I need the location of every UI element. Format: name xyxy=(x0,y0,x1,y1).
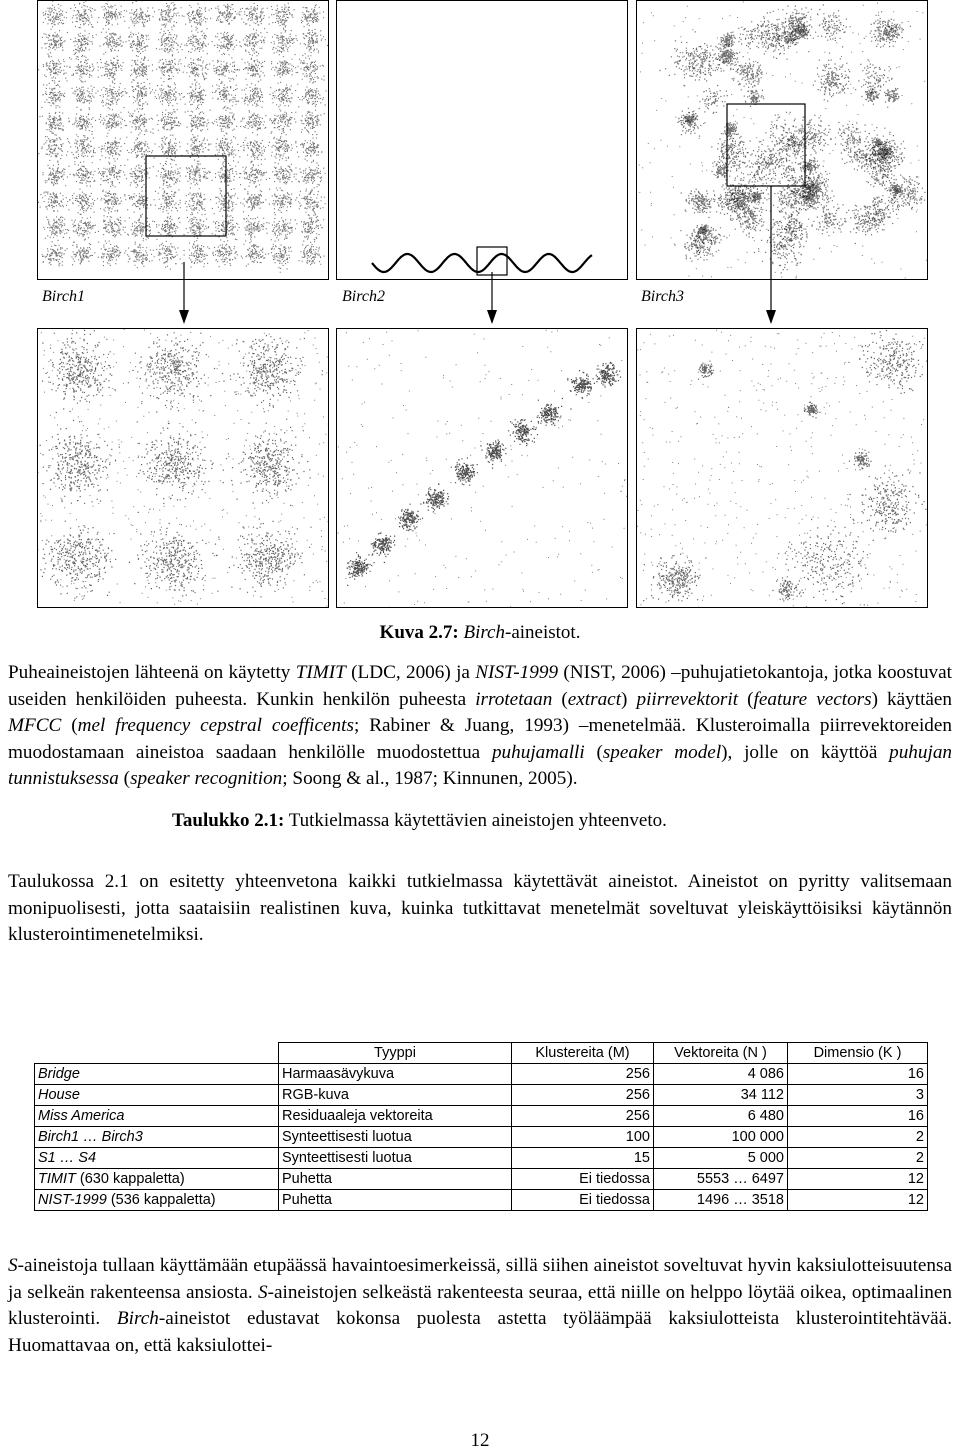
row-vectors: 34 112 xyxy=(654,1085,788,1106)
birch2-zoom-panel xyxy=(336,328,628,608)
row-type: Synteettisesti luotua xyxy=(279,1127,512,1148)
cluster-blob xyxy=(420,483,449,512)
cluster-blob xyxy=(42,329,116,413)
row-dimension: 12 xyxy=(788,1190,928,1211)
cluster-blob xyxy=(222,335,323,420)
row-name: Birch1 … Birch3 xyxy=(35,1127,279,1148)
row-dimension: 2 xyxy=(788,1127,928,1148)
cluster-blob xyxy=(480,440,506,469)
row-vectors: 5 000 xyxy=(654,1148,788,1169)
row-vectors: 6 480 xyxy=(654,1106,788,1127)
row-clusters: 256 xyxy=(512,1085,654,1106)
row-vectors: 1496 … 3518 xyxy=(654,1190,788,1211)
birch2-label: Birch2 xyxy=(342,288,385,305)
row-name: Bridge xyxy=(35,1064,279,1085)
cluster-blob xyxy=(778,519,868,607)
zoom-arrows xyxy=(0,0,960,340)
arrow-birch2-head xyxy=(487,310,497,324)
table-header-row xyxy=(35,1043,928,1064)
row-dimension: 3 xyxy=(788,1085,928,1106)
row-type: Residuaaleja vektoreita xyxy=(279,1106,512,1127)
row-name: S1 … S4 xyxy=(35,1148,279,1169)
cluster-blob xyxy=(217,518,311,597)
row-clusters: 256 xyxy=(512,1106,654,1127)
row-vectors: 100 000 xyxy=(654,1127,788,1148)
datasets-table xyxy=(34,1042,928,1211)
cluster-blob xyxy=(508,419,539,446)
birch2-zoom-scatter xyxy=(337,329,627,607)
figure-caption-number: Kuva 2.7: xyxy=(379,622,459,643)
row-clusters: 256 xyxy=(512,1064,654,1085)
table-row xyxy=(35,1190,928,1211)
row-dimension: 12 xyxy=(788,1169,928,1190)
cluster-blob xyxy=(537,398,572,426)
paragraph-1: Puheaineistojen lähteenä on käytetty TIMIT (LDC, 2006) ja NIST-1999 (NIST, 2006) –puhujatietokantoja, jotka koostuvat useiden henkilöiden puheesta. Kunkin henkilön puheesta irrotetaan (extract) piirrevektorit (feature vectors) käyttäen MFCC (mel frequency cepstral coefficents; Rabiner & Juang, 1993) –menetelmää. Klusteroimalla piirrevektoreiden muodostamaan aineistoa saadaan henkilölle muodostettua puhujamalli (speaker model), jolle on käyttöä puhujan tunnistuksessa (speaker recognition; Soong & al., 1987; Kinnunen, 2005). xyxy=(8,662,953,789)
table-caption-number: Taulukko 2.1: xyxy=(172,810,285,831)
row-name: TIMIT (630 kappaletta) xyxy=(35,1169,279,1190)
birch1-label: Birch1 xyxy=(42,288,85,305)
row-dimension: 16 xyxy=(788,1106,928,1127)
row-vectors: 4 086 xyxy=(654,1064,788,1085)
row-dimension: 16 xyxy=(788,1064,928,1085)
table-row xyxy=(35,1064,928,1085)
cluster-blob xyxy=(128,329,215,413)
cluster-blob xyxy=(347,552,375,586)
row-clusters: Ei tiedossa xyxy=(512,1169,654,1190)
table-caption xyxy=(172,810,667,832)
cluster-blob xyxy=(643,554,706,602)
row-clusters: 15 xyxy=(512,1148,654,1169)
table-row xyxy=(35,1085,928,1106)
page-number: 12 xyxy=(470,1430,490,1451)
cluster-blob xyxy=(371,532,396,563)
arrow-birch1-head xyxy=(179,310,189,324)
row-clusters: Ei tiedossa xyxy=(512,1190,654,1211)
cluster-blob xyxy=(138,422,224,513)
cluster-blob xyxy=(772,580,800,602)
row-type: Harmaasävykuva xyxy=(279,1064,512,1085)
cluster-blob xyxy=(129,523,220,597)
cluster-blob xyxy=(451,457,478,485)
table-row xyxy=(35,1169,928,1190)
birch3-zoom-panel xyxy=(636,328,928,608)
table-row xyxy=(35,1106,928,1127)
figure-caption-italic: Birch xyxy=(463,622,505,643)
figure-caption xyxy=(0,622,960,644)
row-type: Synteettisesti luotua xyxy=(279,1148,512,1169)
birch1-zoom-scatter xyxy=(38,329,328,607)
header-vectors: Vektoreita (N ) xyxy=(654,1043,788,1064)
cluster-blob xyxy=(38,420,120,504)
header-clusters: Klustereita (M) xyxy=(512,1043,654,1064)
cluster-blob xyxy=(804,402,821,419)
arrow-birch3-head xyxy=(766,310,776,324)
row-type: Puhetta xyxy=(279,1169,512,1190)
cluster-blob xyxy=(698,361,714,380)
row-type: Puhetta xyxy=(279,1190,512,1211)
row-vectors: 5553 … 6497 xyxy=(654,1169,788,1190)
cluster-blob xyxy=(859,329,927,394)
cluster-blob xyxy=(567,370,595,399)
cluster-blob xyxy=(596,362,621,388)
cluster-blob xyxy=(398,504,423,532)
paragraph-3: S-aineistoja tullaan käyttämään etupäässä havaintoesimerkeissä, sillä siihen aineistot soveltuvat hyvin kaksiulotteisuutensa ja selkeän rakenteensa ansiosta. S-aineistojen selkeästä rakenteesta seuraa, että niille on helppo löytää oikea, optimaalinen klusterointi. Birch-aineistot edustavat kokonsa puolesta astetta työläämpää kaksiulotteista klusterointitehtävää. Huomattavaa on, että kaksiulottei- xyxy=(8,1255,953,1356)
table-row xyxy=(35,1148,928,1169)
figure-caption-rest: -aineistot. xyxy=(505,622,581,643)
row-name: Miss America xyxy=(35,1106,279,1127)
row-dimension: 2 xyxy=(788,1148,928,1169)
row-type: RGB-kuva xyxy=(279,1085,512,1106)
header-dimension: Dimensio (K ) xyxy=(788,1043,928,1064)
row-name: House xyxy=(35,1085,279,1106)
cluster-blob xyxy=(223,423,311,530)
row-name: NIST-1999 (536 kappaletta) xyxy=(35,1190,279,1211)
cluster-blob xyxy=(38,521,116,599)
paragraph-2: Taulukossa 2.1 on esitetty yhteenvetona kaikki tutkielmassa käytettävät aineistot. Aineistot on pyritty valitsemaan monipuolisesti, jotta saataisiin realistinen kuva, kuinka tutkittavat menetelmät soveltuvat yleiskäyttöisiksi käytännön klusterointimenetelmiksi. xyxy=(8,871,952,945)
header-type: Tyyppi xyxy=(279,1043,512,1064)
birch1-zoom-panel xyxy=(37,328,329,608)
birch3-label: Birch3 xyxy=(641,288,684,305)
table-row xyxy=(35,1127,928,1148)
cluster-blob xyxy=(848,465,927,541)
birch3-zoom-scatter xyxy=(637,329,927,607)
cluster-blob xyxy=(849,450,872,478)
row-clusters: 100 xyxy=(512,1127,654,1148)
table-caption-text: Tutkielmassa käytettävien aineistojen yhteenveto. xyxy=(284,810,667,831)
background-noise xyxy=(338,330,627,607)
